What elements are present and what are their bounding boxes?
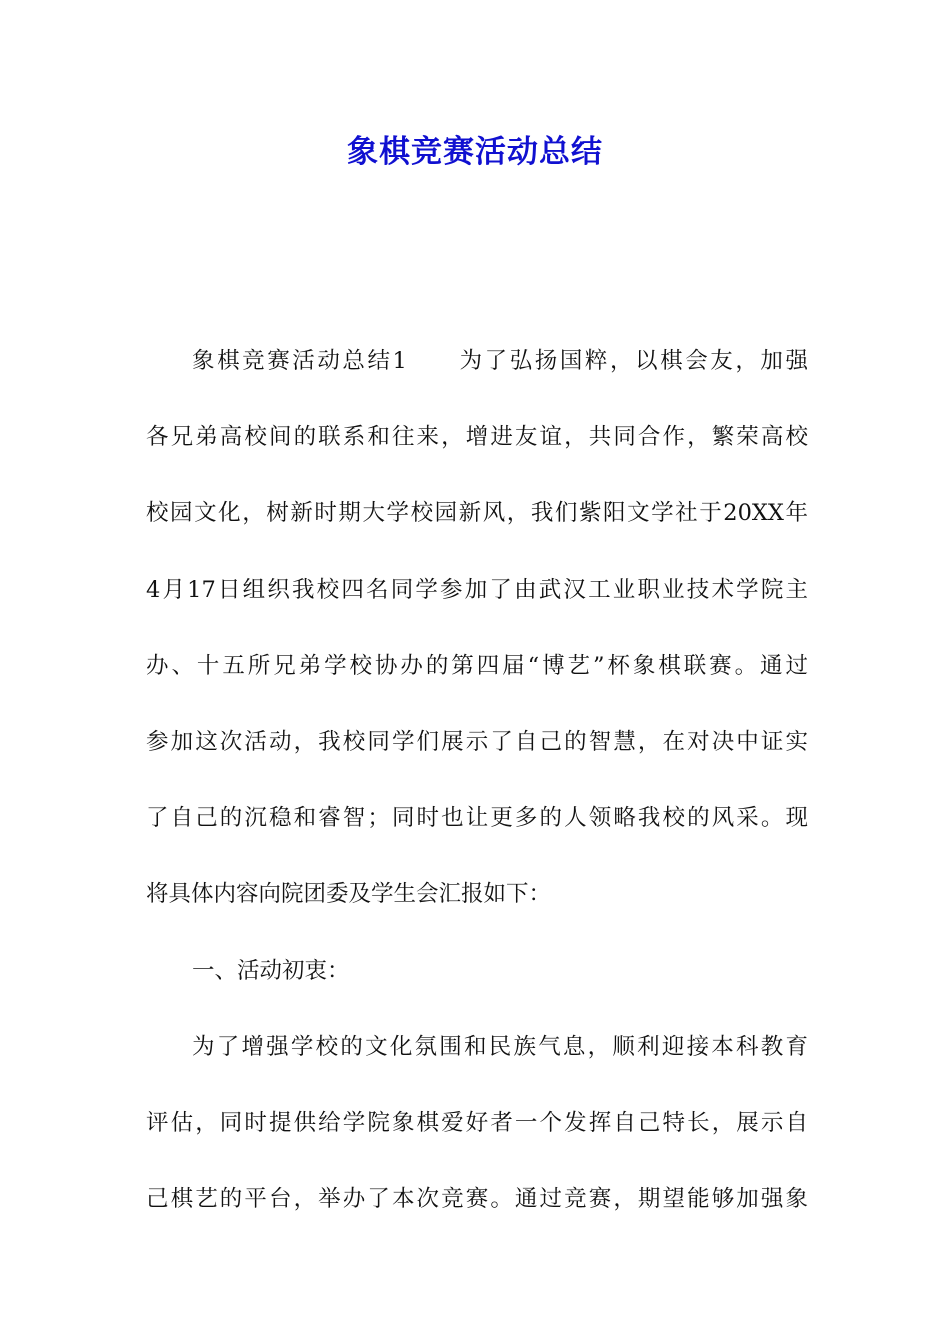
paragraph-line: 评估，同时提供给学院象棋爱好者一个发挥自己特长，展示自	[146, 1109, 808, 1136]
section-heading: 一、活动初衷：	[192, 957, 350, 984]
paragraph-line: 了自己的沉稳和睿智；同时也让更多的人领略我校的风采。现	[146, 805, 808, 832]
paragraph-line: 己棋艺的平台，举办了本次竞赛。通过竞赛，期望能够加强象	[146, 1186, 808, 1213]
paragraph-line: 将具体内容向院团委及学生会汇报如下：	[146, 881, 552, 908]
paragraph-line: 参加这次活动，我校同学们展示了自己的智慧，在对决中证实	[146, 728, 808, 755]
document-body	[146, 336, 808, 1250]
paragraph-line: 为了增强学校的文化氛围和民族气息，顺利迎接本科教育	[192, 1033, 808, 1060]
document-title: 象棋竞赛活动总结	[347, 134, 603, 170]
paragraph-line: 各兄弟高校间的联系和往来，增进友谊，共同合作，繁荣高校	[146, 424, 808, 451]
paragraph-line: 4月17日组织我校四名同学参加了由武汉工业职业技术学院主	[146, 576, 808, 603]
paragraph-line: 校园文化，树新时期大学校园新风，我们紫阳文学社于20XX年	[146, 500, 808, 527]
paragraph-line: 办、十五所兄弟学校协办的第四届“博艺”杯象棋联赛。通过	[146, 652, 808, 679]
paragraph-line: 象棋竞赛活动总结1 为了弘扬国粹，以棋会友，加强	[192, 348, 808, 374]
